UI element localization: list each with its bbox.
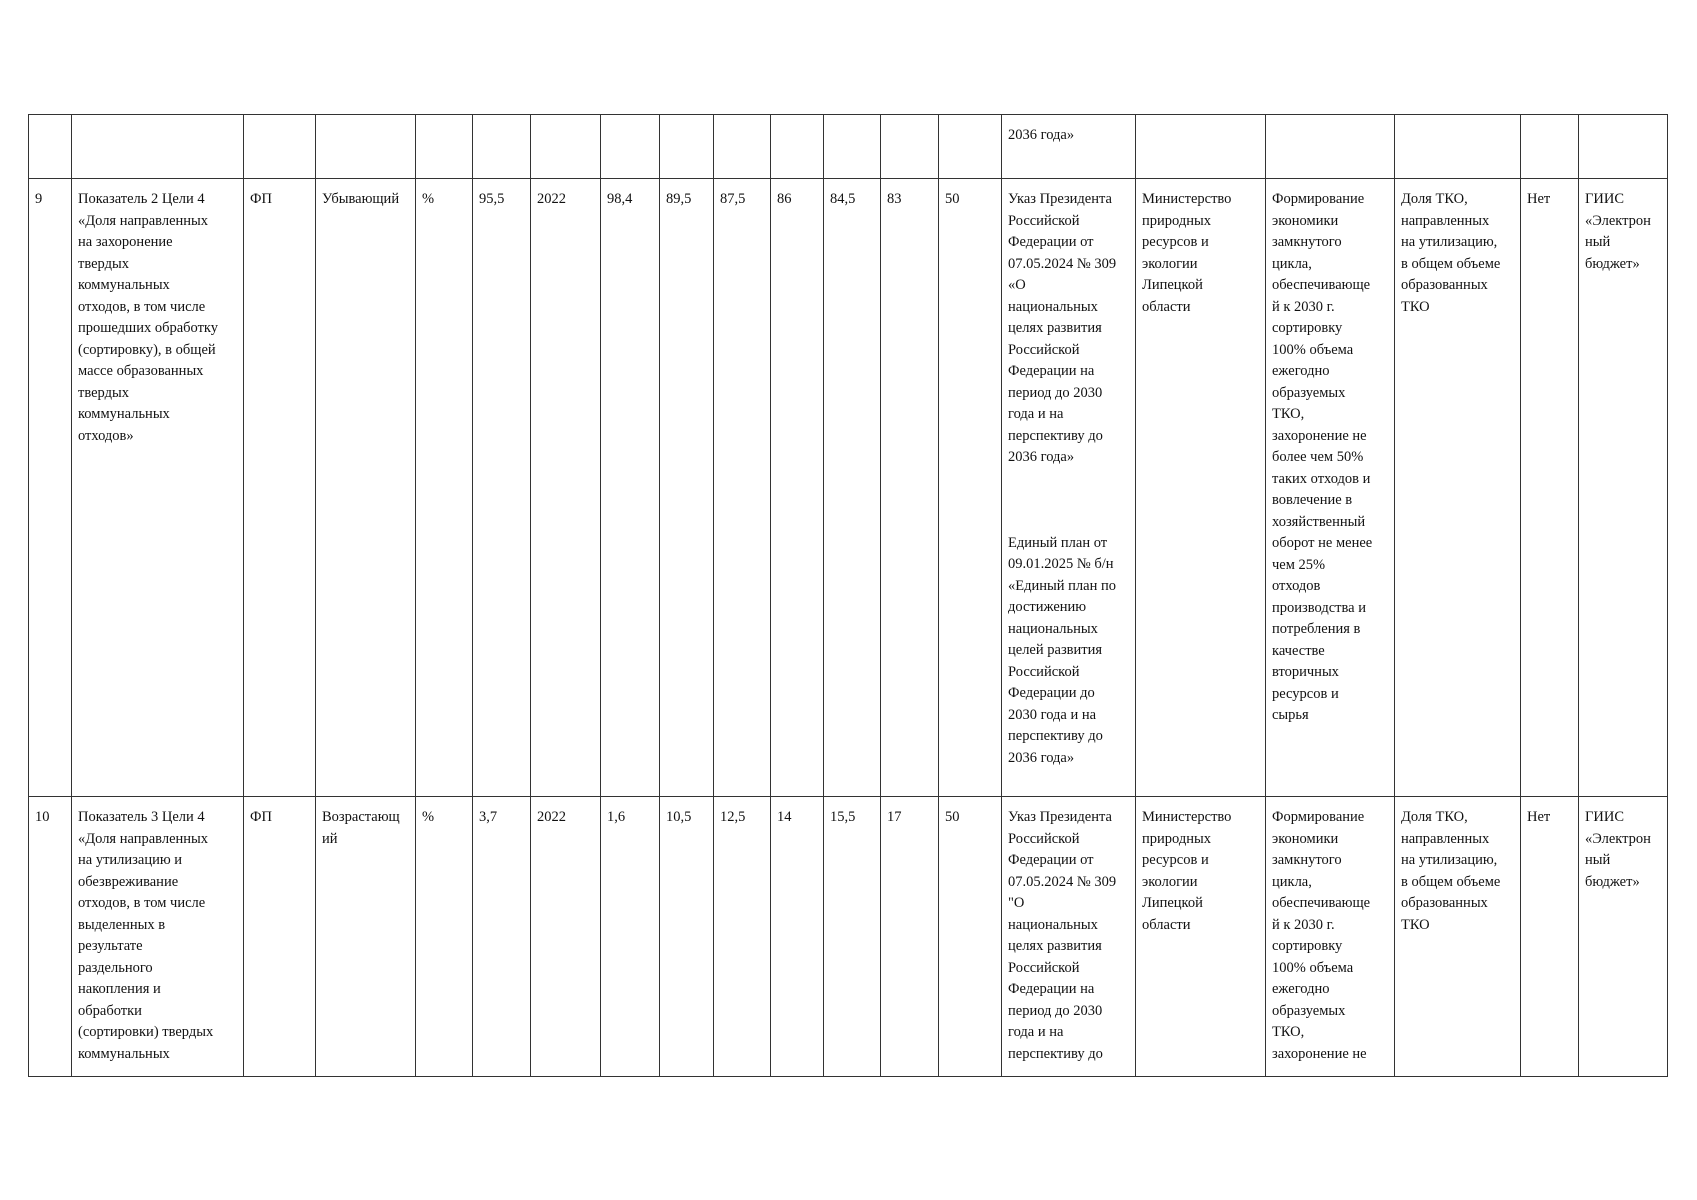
- value-cell: 10,5: [660, 797, 714, 1077]
- table-row: [29, 115, 1668, 179]
- indicator-name-cell: Показатель 2 Цели 4 «Доля направленных на захоронение твердых коммунальных отходов, в том числе прошедших обработку (сортировку), в общей массе образованных твердых коммунальных отходов»: [72, 179, 244, 797]
- unit-cell: %: [416, 797, 473, 1077]
- flag-cell: [1521, 115, 1579, 179]
- indicator-name-cell: Показатель 3 Цели 4 «Доля направленных на утилизацию и обезвреживание отходов, в том числе выделенных в результате раздельного накопления и обработки (сортировки) твердых коммунальных: [72, 797, 244, 1077]
- value-cell: 86: [771, 179, 824, 797]
- row-number-cell: 10: [29, 797, 72, 1077]
- value-cell: [881, 115, 939, 179]
- value-cell: [714, 115, 771, 179]
- trend-cell: [316, 115, 416, 179]
- level-cell: ФП: [244, 179, 316, 797]
- spacer: [1008, 469, 1129, 533]
- national-goal-link-cell: Формирование экономики замкнутого цикла, обеспечивающе й к 2030 г. сортировку 100% объема ежегодно образуемых ТКО, захоронение не: [1266, 797, 1395, 1077]
- value-cell: 14: [771, 797, 824, 1077]
- value-cell: [824, 115, 881, 179]
- responsible-cell: [1136, 115, 1266, 179]
- indicators-table: [28, 114, 1668, 1077]
- value-cell: 83: [881, 179, 939, 797]
- value-cell: [601, 115, 660, 179]
- trend-cell: Убывающий: [316, 179, 416, 797]
- value-cell: 84,5: [824, 179, 881, 797]
- info-system-cell: ГИИС «Электрон ный бюджет»: [1579, 179, 1668, 797]
- unit-cell: %: [416, 179, 473, 797]
- national-goal-link-cell: Формирование экономики замкнутого цикла, обеспечивающе й к 2030 г. сортировку 100% объема ежегодно образуемых ТКО, захоронение не более чем 50% таких отходов и вовлечение в хозяйственный оборот не менее чем 25% отходов производства и потребления в качестве вторичных ресурсов и сырья: [1266, 179, 1395, 797]
- row-number-cell: [29, 115, 72, 179]
- level-cell: ФП: [244, 797, 316, 1077]
- value-cell: 12,5: [714, 797, 771, 1077]
- document-text: Указ Президента Российской Федерации от 07.05.2024 № 309 «О национальных целях развития Российской Федерации на период до 2030 года и на перспективу до 2036 года»: [1008, 191, 1117, 465]
- value-cell: [939, 115, 1002, 179]
- responsible-cell: Министерство природных ресурсов и экологии Липецкой области: [1136, 179, 1266, 797]
- value-cell: 17: [881, 797, 939, 1077]
- national-goal-link-cell: [1266, 115, 1395, 179]
- info-system-cell: [1579, 115, 1668, 179]
- flag-cell: Нет: [1521, 797, 1579, 1077]
- document-cell: Указ Президента Российской Федерации от 07.05.2024 № 309 "О национальных целях развития Российской Федерации на период до 2030 года и на перспективу до: [1002, 797, 1136, 1077]
- value-cell: [660, 115, 714, 179]
- base-year-cell: 2022: [531, 179, 601, 797]
- value-cell: 15,5: [824, 797, 881, 1077]
- value-cell: [771, 115, 824, 179]
- base-year-cell: 2022: [531, 797, 601, 1077]
- table-row: [29, 797, 1668, 1077]
- base-value-cell: 95,5: [473, 179, 531, 797]
- indicator-name-cell: [72, 115, 244, 179]
- table-row: [29, 179, 1668, 797]
- level-cell: [244, 115, 316, 179]
- document-cell: [1002, 179, 1136, 797]
- base-value-cell: [473, 115, 531, 179]
- flag-cell: Нет: [1521, 179, 1579, 797]
- value-cell: 87,5: [714, 179, 771, 797]
- value-cell: 1,6: [601, 797, 660, 1077]
- row-number-cell: 9: [29, 179, 72, 797]
- document-cell: 2036 года»: [1002, 115, 1136, 179]
- value-cell: 50: [939, 797, 1002, 1077]
- trend-cell: Возрастающ ий: [316, 797, 416, 1077]
- base-value-cell: 3,7: [473, 797, 531, 1077]
- base-year-cell: [531, 115, 601, 179]
- unit-cell: [416, 115, 473, 179]
- responsible-cell: Министерство природных ресурсов и экологии Липецкой области: [1136, 797, 1266, 1077]
- value-cell: 50: [939, 179, 1002, 797]
- value-cell: 89,5: [660, 179, 714, 797]
- document-text-2: Единый план от 09.01.2025 № б/н «Единый план по достижению национальных целей развития Российской Федерации до 2030 года и на перспективу до 2036 года»: [1008, 534, 1116, 766]
- related-indicator-cell: Доля ТКО, направленных на утилизацию, в общем объеме образованных ТКО: [1395, 797, 1521, 1077]
- info-system-cell: ГИИС «Электрон ный бюджет»: [1579, 797, 1668, 1077]
- value-cell: 98,4: [601, 179, 660, 797]
- related-indicator-cell: [1395, 115, 1521, 179]
- related-indicator-cell: Доля ТКО, направленных на утилизацию, в общем объеме образованных ТКО: [1395, 179, 1521, 797]
